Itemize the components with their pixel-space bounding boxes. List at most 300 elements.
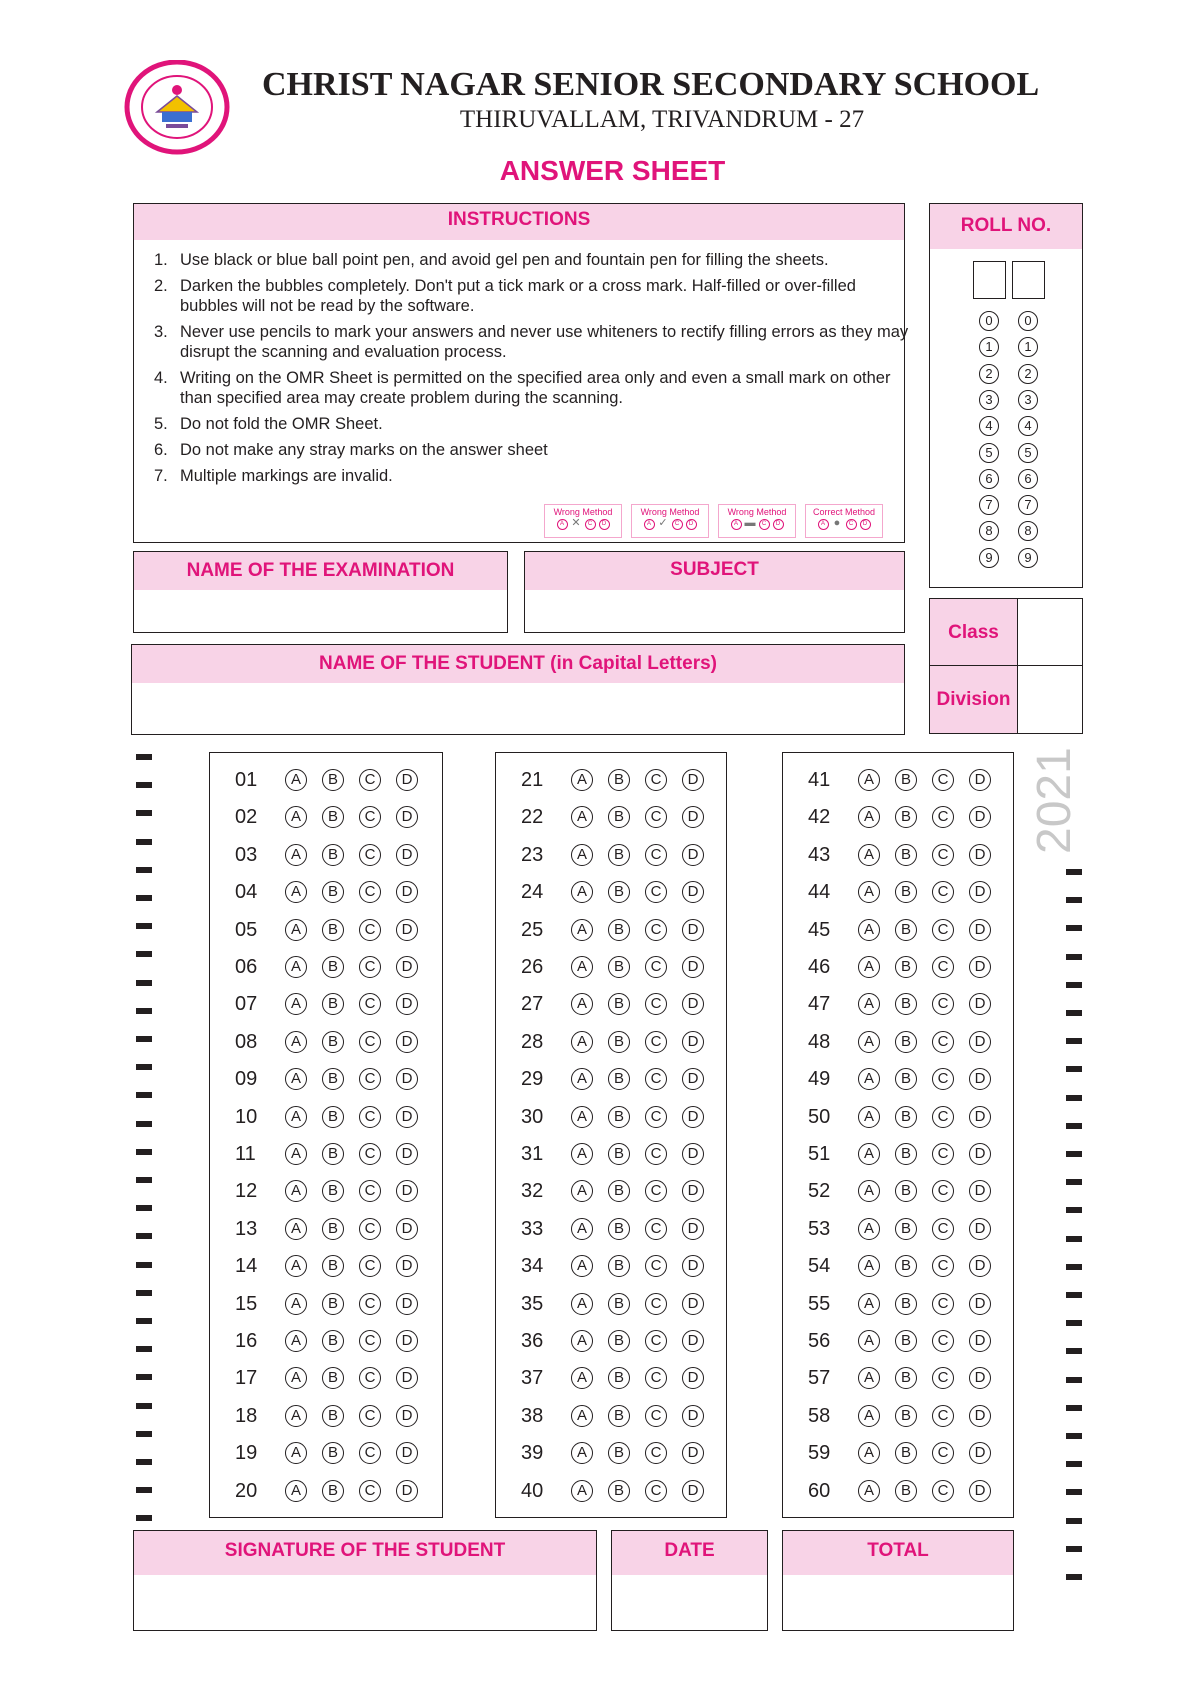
answer-bubble-b[interactable]: B <box>895 1180 917 1202</box>
answer-bubble-c[interactable]: C <box>359 1367 381 1389</box>
answer-bubble-d[interactable]: D <box>682 1480 704 1502</box>
answer-bubble-a[interactable]: A <box>571 1218 593 1240</box>
answer-bubble-a[interactable]: A <box>858 1143 880 1165</box>
answer-bubble-c[interactable]: C <box>932 1218 954 1240</box>
answer-bubble-d[interactable]: D <box>396 1068 418 1090</box>
answer-bubble-b[interactable]: B <box>608 769 630 791</box>
example-bubble: A <box>818 519 829 530</box>
answer-bubble-d[interactable]: D <box>682 806 704 828</box>
answer-bubble-c[interactable]: C <box>645 919 667 941</box>
roll-no-bubble-col2-8[interactable]: 8 <box>1018 521 1038 541</box>
timing-mark <box>136 1233 152 1239</box>
answer-bubble-d[interactable]: D <box>969 1068 991 1090</box>
question-row <box>210 956 442 982</box>
answer-bubble-d[interactable]: D <box>682 1330 704 1352</box>
answer-bubble-d[interactable]: D <box>682 1405 704 1427</box>
answer-bubble-a[interactable]: A <box>571 1367 593 1389</box>
answer-bubble-a[interactable]: A <box>858 1106 880 1128</box>
answer-bubble-b[interactable]: B <box>608 1293 630 1315</box>
answer-bubble-a[interactable]: A <box>858 1031 880 1053</box>
answer-bubble-c[interactable]: C <box>932 1180 954 1202</box>
student-name-field[interactable] <box>131 644 905 735</box>
marking-example-label: Wrong Method <box>553 507 613 517</box>
answer-bubble-b[interactable]: B <box>895 844 917 866</box>
date-field[interactable] <box>611 1530 768 1631</box>
answer-bubble-a[interactable]: A <box>571 1255 593 1277</box>
marking-example-label: Wrong Method <box>727 507 787 517</box>
answer-bubble-d[interactable]: D <box>682 881 704 903</box>
answer-bubble-d[interactable]: D <box>396 1031 418 1053</box>
answer-bubble-a[interactable]: A <box>285 1068 307 1090</box>
roll-no-bubble-col1-0[interactable]: 0 <box>979 311 999 331</box>
answer-bubble-d[interactable]: D <box>969 1330 991 1352</box>
answer-bubble-b[interactable]: B <box>322 1293 344 1315</box>
answer-bubble-b[interactable]: B <box>322 1367 344 1389</box>
timing-mark <box>1066 1123 1082 1129</box>
answer-bubble-d[interactable]: D <box>969 1442 991 1464</box>
answer-bubble-d[interactable]: D <box>396 1293 418 1315</box>
answer-bubble-d[interactable]: D <box>396 993 418 1015</box>
answer-bubble-c[interactable]: C <box>359 1143 381 1165</box>
answer-bubble-a[interactable]: A <box>285 1143 307 1165</box>
answer-bubble-a[interactable]: A <box>571 919 593 941</box>
answer-bubble-c[interactable]: C <box>645 806 667 828</box>
answer-bubble-d[interactable]: D <box>969 1180 991 1202</box>
answer-bubble-b[interactable]: B <box>322 769 344 791</box>
answer-bubble-b[interactable]: B <box>322 956 344 978</box>
answer-bubble-a[interactable]: A <box>285 1031 307 1053</box>
answer-bubble-b[interactable]: B <box>895 1367 917 1389</box>
question-row <box>783 919 1013 945</box>
answer-bubble-b[interactable]: B <box>322 806 344 828</box>
answer-bubble-d[interactable]: D <box>396 1330 418 1352</box>
answer-bubble-b[interactable]: B <box>608 1442 630 1464</box>
answer-bubble-a[interactable]: A <box>571 844 593 866</box>
answer-bubble-b[interactable]: B <box>608 1330 630 1352</box>
answer-bubble-c[interactable]: C <box>359 919 381 941</box>
answer-bubble-b[interactable]: B <box>895 1480 917 1502</box>
answer-bubble-a[interactable]: A <box>571 1442 593 1464</box>
answer-bubble-d[interactable]: D <box>396 1255 418 1277</box>
answer-bubble-a[interactable]: A <box>858 1330 880 1352</box>
answer-bubble-b[interactable]: B <box>608 919 630 941</box>
answer-bubble-d[interactable]: D <box>396 844 418 866</box>
answer-bubble-d[interactable]: D <box>396 1143 418 1165</box>
answer-bubble-a[interactable]: A <box>858 1367 880 1389</box>
timing-mark <box>1066 1151 1082 1157</box>
answer-bubble-b[interactable]: B <box>608 1218 630 1240</box>
answer-bubble-a[interactable]: A <box>285 1106 307 1128</box>
answer-bubble-a[interactable]: A <box>858 844 880 866</box>
answer-bubble-c[interactable]: C <box>359 806 381 828</box>
answer-bubble-d[interactable]: D <box>682 769 704 791</box>
answer-bubble-c[interactable]: C <box>359 844 381 866</box>
answer-bubble-d[interactable]: D <box>969 993 991 1015</box>
answer-bubble-a[interactable]: A <box>858 1068 880 1090</box>
answer-bubble-d[interactable]: D <box>682 993 704 1015</box>
answer-bubble-c[interactable]: C <box>359 1068 381 1090</box>
answer-bubble-b[interactable]: B <box>322 844 344 866</box>
roll-no-bubble-col2-2[interactable]: 2 <box>1018 364 1038 384</box>
answer-bubble-d[interactable]: D <box>969 956 991 978</box>
answer-bubble-a[interactable]: A <box>285 806 307 828</box>
answer-bubble-a[interactable]: A <box>571 1031 593 1053</box>
answer-bubble-b[interactable]: B <box>322 1143 344 1165</box>
timing-mark <box>1066 1574 1082 1580</box>
answer-bubble-c[interactable]: C <box>645 1180 667 1202</box>
answer-bubble-c[interactable]: C <box>932 956 954 978</box>
answer-bubble-b[interactable]: B <box>608 1143 630 1165</box>
answer-bubble-d[interactable]: D <box>396 881 418 903</box>
answer-bubble-b[interactable]: B <box>322 919 344 941</box>
answer-bubble-b[interactable]: B <box>608 1367 630 1389</box>
answer-bubble-d[interactable]: D <box>682 956 704 978</box>
answer-bubble-a[interactable]: A <box>858 881 880 903</box>
answer-bubble-c[interactable]: C <box>645 1031 667 1053</box>
roll-no-bubble-col2-9[interactable]: 9 <box>1018 548 1038 568</box>
answer-bubble-a[interactable]: A <box>285 1218 307 1240</box>
answer-bubble-a[interactable]: A <box>571 1405 593 1427</box>
answer-bubble-c[interactable]: C <box>645 1330 667 1352</box>
answer-bubble-d[interactable]: D <box>969 1293 991 1315</box>
answer-bubble-c[interactable]: C <box>932 844 954 866</box>
answer-bubble-c[interactable]: C <box>645 1143 667 1165</box>
answer-bubble-b[interactable]: B <box>895 1218 917 1240</box>
answer-bubble-a[interactable]: A <box>285 1330 307 1352</box>
answer-bubble-d[interactable]: D <box>396 919 418 941</box>
answer-bubble-c[interactable]: C <box>645 1218 667 1240</box>
answer-bubble-b[interactable]: B <box>608 1255 630 1277</box>
answer-bubble-b[interactable]: B <box>608 1480 630 1502</box>
answer-bubble-d[interactable]: D <box>682 1031 704 1053</box>
answer-bubble-b[interactable]: B <box>895 1293 917 1315</box>
answer-bubble-a[interactable]: A <box>285 881 307 903</box>
answer-bubble-b[interactable]: B <box>322 881 344 903</box>
answer-bubble-b[interactable]: B <box>895 956 917 978</box>
answer-bubble-d[interactable]: D <box>682 1367 704 1389</box>
answer-bubble-b[interactable]: B <box>895 1068 917 1090</box>
roll-no-bubble-col1-8[interactable]: 8 <box>979 521 999 541</box>
answer-bubble-c[interactable]: C <box>359 1255 381 1277</box>
answer-bubble-b[interactable]: B <box>608 844 630 866</box>
answer-bubble-d[interactable]: D <box>396 956 418 978</box>
answer-bubble-c[interactable]: C <box>932 1367 954 1389</box>
question-row <box>210 1218 442 1244</box>
answer-bubble-c[interactable]: C <box>359 881 381 903</box>
answer-bubble-d[interactable]: D <box>396 1180 418 1202</box>
answer-bubble-d[interactable]: D <box>969 844 991 866</box>
answer-bubble-b[interactable]: B <box>322 1180 344 1202</box>
answer-bubble-a[interactable]: A <box>285 844 307 866</box>
question-row <box>496 1143 726 1169</box>
answer-bubble-d[interactable]: D <box>396 1218 418 1240</box>
answer-bubble-a[interactable]: A <box>858 1218 880 1240</box>
answer-bubble-b[interactable]: B <box>895 1106 917 1128</box>
answer-bubble-c[interactable]: C <box>645 1367 667 1389</box>
answer-bubble-b[interactable]: B <box>322 1068 344 1090</box>
answer-column-3 <box>782 752 1014 1518</box>
answer-bubble-b[interactable]: B <box>322 1405 344 1427</box>
answer-bubble-c[interactable]: C <box>359 993 381 1015</box>
answer-bubble-d[interactable]: D <box>396 1442 418 1464</box>
answer-bubble-c[interactable]: C <box>359 956 381 978</box>
answer-bubble-c[interactable]: C <box>932 1143 954 1165</box>
answer-bubble-a[interactable]: A <box>858 806 880 828</box>
answer-bubble-d[interactable]: D <box>396 1106 418 1128</box>
question-number: 24 <box>521 881 544 904</box>
roll-no-bubble-col1-1[interactable]: 1 <box>979 337 999 357</box>
answer-bubble-d[interactable]: D <box>682 1255 704 1277</box>
answer-bubble-c[interactable]: C <box>932 1480 954 1502</box>
answer-bubble-c[interactable]: C <box>932 1442 954 1464</box>
answer-bubble-c[interactable]: C <box>645 1442 667 1464</box>
roll-no-bubble-col1-9[interactable]: 9 <box>979 548 999 568</box>
question-row <box>496 806 726 832</box>
answer-bubble-c[interactable]: C <box>645 881 667 903</box>
answer-bubble-c[interactable]: C <box>932 1255 954 1277</box>
example-bubble: ✕ <box>571 517 581 529</box>
answer-bubble-d[interactable]: D <box>969 1031 991 1053</box>
question-row <box>783 769 1013 795</box>
answer-bubble-d[interactable]: D <box>969 769 991 791</box>
answer-bubble-c[interactable]: C <box>645 993 667 1015</box>
answer-bubble-d[interactable]: D <box>396 1405 418 1427</box>
answer-bubble-c[interactable]: C <box>645 1293 667 1315</box>
roll-no-bubble-col2-4[interactable]: 4 <box>1018 416 1038 436</box>
answer-bubble-a[interactable]: A <box>571 1180 593 1202</box>
answer-bubble-b[interactable]: B <box>608 1180 630 1202</box>
answer-bubble-c[interactable]: C <box>359 1480 381 1502</box>
class-input[interactable] <box>1018 599 1082 666</box>
answer-bubble-a[interactable]: A <box>858 1480 880 1502</box>
answer-bubble-c[interactable]: C <box>359 1031 381 1053</box>
answer-bubble-d[interactable]: D <box>682 1293 704 1315</box>
roll-no-bubble-col1-4[interactable]: 4 <box>979 416 999 436</box>
answer-bubble-a[interactable]: A <box>285 919 307 941</box>
answer-bubble-d[interactable]: D <box>396 806 418 828</box>
answer-bubble-c[interactable]: C <box>932 1031 954 1053</box>
question-row <box>783 1180 1013 1206</box>
timing-mark <box>136 1092 152 1098</box>
answer-bubble-c[interactable]: C <box>645 844 667 866</box>
roll-no-bubble-col1-3[interactable]: 3 <box>979 390 999 410</box>
roll-no-bubble-col1-7[interactable]: 7 <box>979 495 999 515</box>
answer-bubble-b[interactable]: B <box>322 1442 344 1464</box>
roll-no-bubble-col2-3[interactable]: 3 <box>1018 390 1038 410</box>
answer-bubble-d[interactable]: D <box>682 1068 704 1090</box>
answer-bubble-b[interactable]: B <box>608 806 630 828</box>
answer-bubble-a[interactable]: A <box>858 993 880 1015</box>
answer-bubble-d[interactable]: D <box>682 1442 704 1464</box>
answer-bubble-d[interactable]: D <box>396 1480 418 1502</box>
answer-bubble-a[interactable]: A <box>285 956 307 978</box>
answer-bubble-a[interactable]: A <box>285 1255 307 1277</box>
answer-bubble-c[interactable]: C <box>645 1068 667 1090</box>
instruction-number: 5. <box>154 415 168 433</box>
answer-bubble-c[interactable]: C <box>645 1480 667 1502</box>
answer-bubble-a[interactable]: A <box>571 1143 593 1165</box>
question-row <box>783 1442 1013 1468</box>
answer-bubble-a[interactable]: A <box>571 956 593 978</box>
answer-bubble-c[interactable]: C <box>359 1442 381 1464</box>
answer-bubble-d[interactable]: D <box>969 1106 991 1128</box>
answer-bubble-d[interactable]: D <box>682 1218 704 1240</box>
answer-bubble-b[interactable]: B <box>895 1255 917 1277</box>
roll-no-digit-box-2[interactable] <box>1012 261 1045 299</box>
question-number: 23 <box>521 843 544 866</box>
answer-bubble-a[interactable]: A <box>858 956 880 978</box>
answer-bubble-b[interactable]: B <box>895 1330 917 1352</box>
roll-no-bubble-col1-2[interactable]: 2 <box>979 364 999 384</box>
answer-bubble-c[interactable]: C <box>932 769 954 791</box>
answer-bubble-c[interactable]: C <box>645 1405 667 1427</box>
signature-field[interactable] <box>133 1530 597 1631</box>
answer-bubble-d[interactable]: D <box>969 919 991 941</box>
answer-bubble-c[interactable]: C <box>645 1106 667 1128</box>
answer-bubble-b[interactable]: B <box>895 769 917 791</box>
answer-bubble-d[interactable]: D <box>969 1405 991 1427</box>
answer-bubble-d[interactable]: D <box>969 1218 991 1240</box>
answer-bubble-d[interactable]: D <box>682 919 704 941</box>
answer-bubble-a[interactable]: A <box>285 1367 307 1389</box>
roll-no-bubble-col2-0[interactable]: 0 <box>1018 311 1038 331</box>
answer-bubble-d[interactable]: D <box>396 1367 418 1389</box>
answer-bubble-b[interactable]: B <box>608 1106 630 1128</box>
roll-no-bubble-col2-6[interactable]: 6 <box>1018 469 1038 489</box>
answer-bubble-b[interactable]: B <box>322 1330 344 1352</box>
answer-bubble-c[interactable]: C <box>932 919 954 941</box>
answer-bubble-c[interactable]: C <box>645 956 667 978</box>
answer-bubble-a[interactable]: A <box>285 1180 307 1202</box>
answer-bubble-a[interactable]: A <box>571 1330 593 1352</box>
question-row <box>783 1106 1013 1132</box>
answer-bubble-a[interactable]: A <box>858 1405 880 1427</box>
answer-bubble-c[interactable]: C <box>645 1255 667 1277</box>
answer-bubble-a[interactable]: A <box>858 1293 880 1315</box>
answer-bubble-c[interactable]: C <box>359 1218 381 1240</box>
answer-bubble-c[interactable]: C <box>359 1180 381 1202</box>
answer-bubble-d[interactable]: D <box>682 1106 704 1128</box>
answer-bubble-d[interactable]: D <box>682 1180 704 1202</box>
answer-bubble-a[interactable]: A <box>571 881 593 903</box>
answer-bubble-a[interactable]: A <box>571 806 593 828</box>
answer-bubble-d[interactable]: D <box>969 1143 991 1165</box>
question-row <box>496 881 726 907</box>
answer-bubble-a[interactable]: A <box>571 1068 593 1090</box>
answer-bubble-c[interactable]: C <box>359 769 381 791</box>
answer-bubble-b[interactable]: B <box>895 993 917 1015</box>
answer-bubble-c[interactable]: C <box>359 1293 381 1315</box>
answer-bubble-c[interactable]: C <box>359 1330 381 1352</box>
answer-bubble-c[interactable]: C <box>932 806 954 828</box>
answer-bubble-d[interactable]: D <box>682 1143 704 1165</box>
answer-bubble-a[interactable]: A <box>571 1293 593 1315</box>
answer-bubble-b[interactable]: B <box>322 1480 344 1502</box>
answer-bubble-d[interactable]: D <box>969 1480 991 1502</box>
answer-bubble-d[interactable]: D <box>969 881 991 903</box>
answer-bubble-b[interactable]: B <box>322 1106 344 1128</box>
answer-bubble-b[interactable]: B <box>895 1143 917 1165</box>
answer-bubble-b[interactable]: B <box>895 1405 917 1427</box>
answer-bubble-c[interactable]: C <box>932 1068 954 1090</box>
instruction-number: 7. <box>154 467 168 485</box>
answer-bubble-a[interactable]: A <box>285 1480 307 1502</box>
answer-bubble-b[interactable]: B <box>608 1068 630 1090</box>
answer-bubble-b[interactable]: B <box>322 1031 344 1053</box>
answer-bubble-a[interactable]: A <box>285 1293 307 1315</box>
answer-bubble-b[interactable]: B <box>895 806 917 828</box>
roll-no-digit-box-1[interactable] <box>973 261 1006 299</box>
answer-bubble-b[interactable]: B <box>608 1405 630 1427</box>
instruction-number: 1. <box>154 251 168 269</box>
answer-bubble-b[interactable]: B <box>895 881 917 903</box>
answer-bubble-b[interactable]: B <box>322 1218 344 1240</box>
answer-bubble-c[interactable]: C <box>359 1405 381 1427</box>
answer-bubble-b[interactable]: B <box>322 993 344 1015</box>
answer-bubble-a[interactable]: A <box>858 769 880 791</box>
answer-bubble-b[interactable]: B <box>895 919 917 941</box>
question-number: 47 <box>808 993 831 1016</box>
division-input[interactable] <box>1018 666 1082 733</box>
answer-bubble-d[interactable]: D <box>969 806 991 828</box>
timing-mark <box>1066 1489 1082 1495</box>
answer-bubble-c[interactable]: C <box>932 1293 954 1315</box>
question-row <box>496 1106 726 1132</box>
answer-bubble-a[interactable]: A <box>571 993 593 1015</box>
answer-bubble-c[interactable]: C <box>932 881 954 903</box>
answer-bubble-d[interactable]: D <box>969 1255 991 1277</box>
answer-bubble-a[interactable]: A <box>285 1405 307 1427</box>
answer-bubble-a[interactable]: A <box>858 1255 880 1277</box>
answer-bubble-a[interactable]: A <box>858 1442 880 1464</box>
answer-bubble-d[interactable]: D <box>969 1367 991 1389</box>
roll-no-bubble-col2-1[interactable]: 1 <box>1018 337 1038 357</box>
subject-field[interactable] <box>524 551 905 633</box>
roll-no-bubble-col2-5[interactable]: 5 <box>1018 443 1038 463</box>
answer-bubble-a[interactable]: A <box>571 1106 593 1128</box>
answer-bubble-a[interactable]: A <box>285 1442 307 1464</box>
roll-no-bubble-col1-6[interactable]: 6 <box>979 469 999 489</box>
answer-bubble-d[interactable]: D <box>682 844 704 866</box>
answer-bubble-c[interactable]: C <box>359 1106 381 1128</box>
roll-no-bubble-col2-7[interactable]: 7 <box>1018 495 1038 515</box>
answer-bubble-c[interactable]: C <box>645 769 667 791</box>
answer-bubble-b[interactable]: B <box>608 881 630 903</box>
answer-bubble-b[interactable]: B <box>608 1031 630 1053</box>
answer-bubble-b[interactable]: B <box>608 993 630 1015</box>
instruction-item <box>154 322 909 362</box>
answer-bubble-c[interactable]: C <box>932 1330 954 1352</box>
answer-bubble-a[interactable]: A <box>571 769 593 791</box>
answer-bubble-a[interactable]: A <box>858 919 880 941</box>
answer-bubble-a[interactable]: A <box>285 769 307 791</box>
answer-bubble-c[interactable]: C <box>932 1106 954 1128</box>
answer-bubble-a[interactable]: A <box>285 993 307 1015</box>
answer-bubble-a[interactable]: A <box>858 1180 880 1202</box>
answer-bubble-a[interactable]: A <box>571 1480 593 1502</box>
question-number: 18 <box>235 1404 258 1427</box>
roll-no-bubble-col1-5[interactable]: 5 <box>979 443 999 463</box>
total-field[interactable] <box>782 1530 1014 1631</box>
exam-name-field[interactable] <box>133 551 508 633</box>
answer-bubble-b[interactable]: B <box>895 1442 917 1464</box>
answer-bubble-b[interactable]: B <box>608 956 630 978</box>
answer-bubble-b[interactable]: B <box>895 1031 917 1053</box>
answer-bubble-d[interactable]: D <box>396 769 418 791</box>
answer-bubble-b[interactable]: B <box>322 1255 344 1277</box>
answer-bubble-c[interactable]: C <box>932 993 954 1015</box>
answer-bubble-c[interactable]: C <box>932 1405 954 1427</box>
